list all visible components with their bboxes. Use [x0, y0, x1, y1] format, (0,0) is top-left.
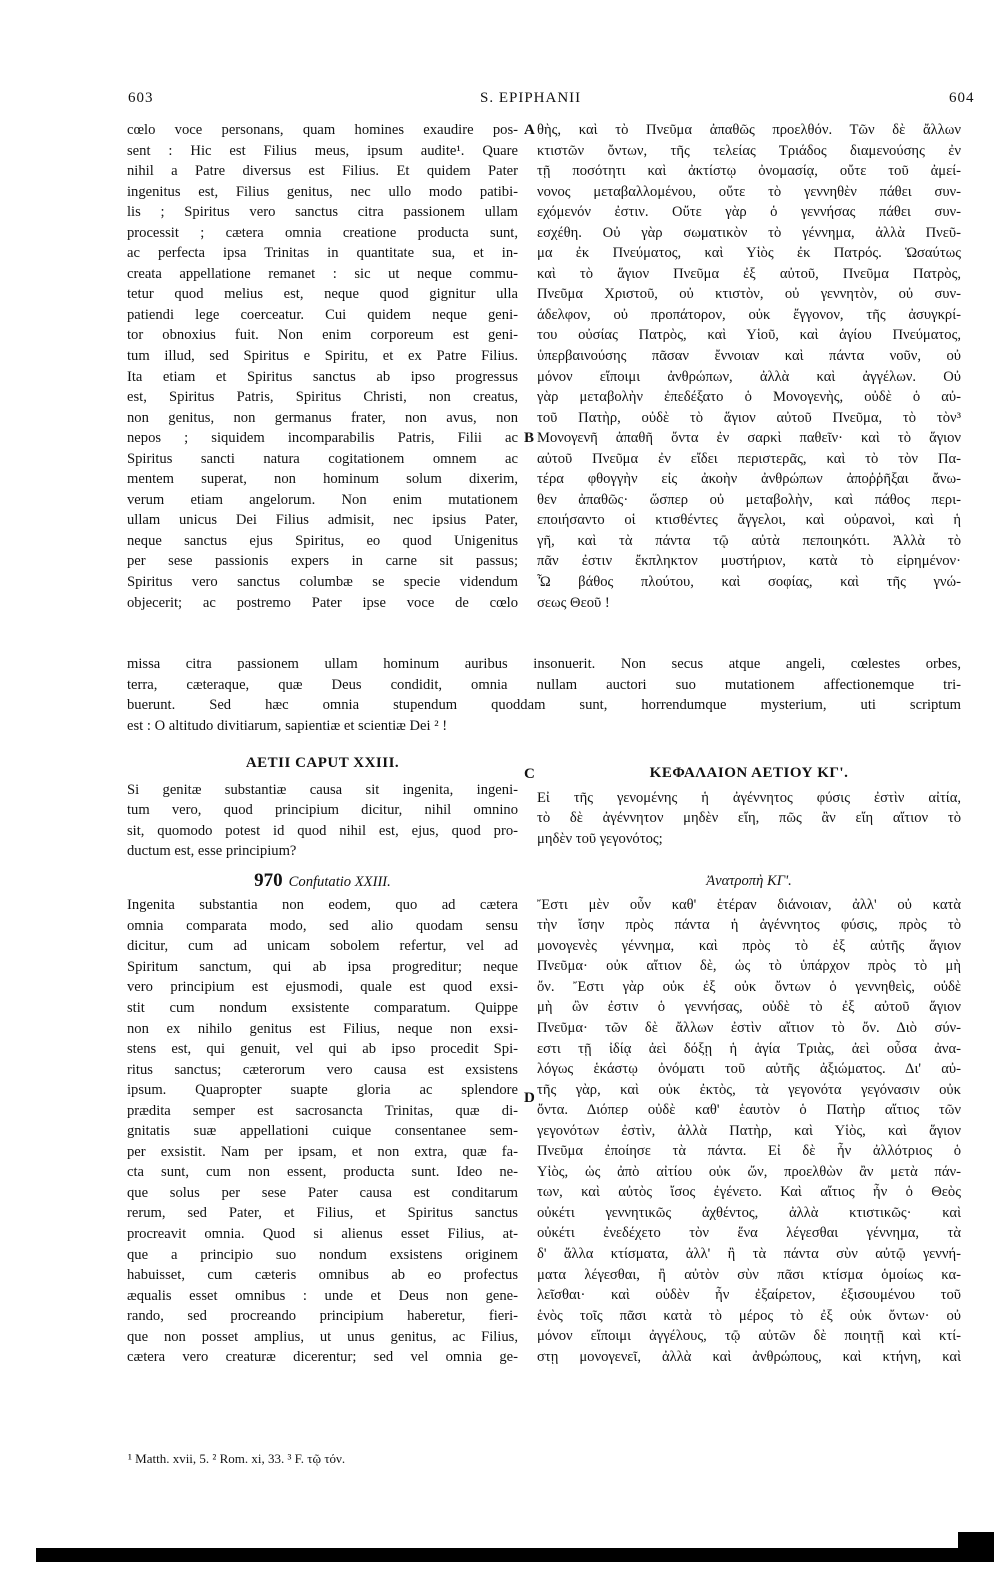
text-line: processit ; cætera omnia creatione producta sunt, — [127, 224, 518, 241]
right-page-number: 604 — [949, 90, 975, 106]
text-line: sent : Hic est Filius meus, ipsum audite¹. Quare — [127, 142, 518, 159]
text-line: Ὦ βάθος πλούτου, καὶ σοφίας, καὶ τῆς γνώ- — [537, 574, 961, 591]
text-line: ductum est, esse principium? — [127, 843, 297, 860]
text-line: εστι τῇ ἰδίᾳ ἀεὶ δόξῃ ἡ ἁγία Τριὰς, ἀεὶ οὖσα ἀνα- — [537, 1040, 961, 1057]
column-number: 970 — [254, 869, 283, 891]
text-line: tetur quod melius est, neque quod gignitur ulla — [127, 286, 518, 303]
text-line: habuisset, cum cæteris omnibus ab eo profectus — [127, 1267, 518, 1284]
text-line: neque sanctus ejus Spiritus, eo quod Unigenitus — [127, 532, 518, 549]
text-line: μόνον εἴποιμι ἀνθρώπων, ἀλλὰ καὶ ἀγγέλων. Οὐ — [537, 368, 961, 385]
text-line: per exsistit. Nam per ipsam, et non extra, quæ fa- — [127, 1143, 518, 1160]
text-line: ματα λέγεσθαι, ἢ αὐτὸν σὺν πᾶσι κτίσμα ὁμοίως κα- — [537, 1266, 961, 1283]
text-line: τὸ δὲ ἀγέννητον μηδὲν εἴη, πῶς ἂν εἴη αἴτιον τὸ — [537, 810, 961, 827]
text-line: lis ; Spiritus vero sanctus citra passionem ullam — [127, 204, 518, 221]
text-line: objecerit; ac postremo Pater ipse voce de cœlo — [127, 594, 518, 611]
text-line: est : O altitudo divitiarum, sapientiæ et scientiæ Dei ² ! — [127, 717, 448, 734]
text-line: que non posset amplius, ut unus genitus, ac Filius, — [127, 1328, 518, 1345]
text-line: άδελφον, οὐ προπάτορον, οὐκ ἔγγονον, τῆς ἀσυγκρί- — [537, 306, 961, 323]
text-line: πᾶν ἐστιν ἔκπληκτον μυστήριον, κατὰ τὸ εἰρημένον· — [537, 553, 961, 570]
text-line: του οὐσίας Πατρὸς, καὶ Υἱοῦ, καὶ ἁγίου Πνεύματος, — [537, 327, 961, 344]
scan-border-corner — [958, 1532, 994, 1562]
text-line: Υἱὸς, ὡς ἀπὸ αἰτίου οὐκ ὤν, προελθὼν ἂν μετὰ πάν- — [537, 1163, 961, 1180]
text-line: θεν ἀπαθῶς· ὥσπερ οὐ μεταβολὴν, καὶ πάθος περι- — [537, 491, 961, 508]
text-line: nepos ; siquidem incomparabilis Patris, Filii ac — [127, 430, 518, 447]
greek-refutation-heading: Ἀνατροπὴ ΚΓ'. — [706, 873, 792, 890]
text-line: τέρα φθογγὴν εἰς ἀκοὴν ἀνθρώπων ἀποῤῥῆξαι ἄνω- — [537, 471, 961, 488]
text-line: τῆς γὰρ, καὶ οὐκ ἐκτὸς, τὰ γεγονότα γεγόνασιν οὐκ — [537, 1081, 961, 1098]
text-line: tum vero, quod principium dicitur, nihil omnino — [127, 802, 518, 819]
text-line: εχόμενόν ἐστιν. Οὔτε γὰρ ὁ γεννήσας πάθει συν- — [537, 204, 961, 221]
text-line: εποιήσαντο οἱ κτισθέντες ἄγγελοι, καὶ οὐρανοὶ, καὶ ἡ — [537, 512, 961, 529]
text-line: νονος μεταβαλλομένου, οὔτε τὸ γεννηθὲν πάθει συν- — [537, 183, 961, 200]
text-line: τοῦ Πατὴρ, οὐδὲ τὸ ἅγιον αὐτοῦ Πνεῦμα, τὸ τὸν³ — [537, 409, 961, 426]
greek-chapter-heading: ΚΕΦΑΛΑΙΟΝ ΑΕΤΙΟΥ ΚΓ'. — [649, 765, 849, 781]
text-line: γεγονότων ἐστὶν, ἀλλὰ Πατὴρ, καὶ Υἱὸς, καὶ ἅγιον — [537, 1122, 961, 1139]
text-line: Ita etiam et Spiritus sanctus ab ipso progressus — [127, 368, 518, 385]
text-line: patiendi lege coerceatur. Cui quidem neque geni- — [127, 306, 518, 323]
text-line: ἑνὸς τοῖς πᾶσι κατὰ τὸ μέρος τὸ ἐξ οὐκ ὄντων· οὐ — [537, 1307, 961, 1324]
text-line: per sese passionis expers in carne sit passus; — [127, 553, 518, 570]
text-line: μονογενὲς γέννημα, καὶ πρὸς τὸ ἐξ αὐτῆς ἅγιον — [537, 937, 961, 954]
text-line: γὰρ μεταβολὴν ἐπεδέξατο ὁ Μονογενὴς, οὐδὲ ὁ αὐ- — [537, 389, 961, 406]
text-line: stens est, qui genuit, vel qui ab ipso procedit Spi- — [127, 1041, 518, 1058]
text-line: μόνον εἴποιμι ἀγγέλους, τῷ αὐτῶν δὲ ποιητῇ καὶ κτί- — [537, 1328, 961, 1345]
text-line: γῆ, καὶ τὰ πάντα τῷ αὐτὰ πεποιηκότι. Ἀλλὰ τὸ — [537, 532, 961, 549]
text-line: τῇ ποσότητι καὶ ἀκτίστῳ ὀνομασίᾳ, οὔτε τοῦ ἀμεί- — [537, 163, 961, 180]
text-line: rando, sed procreando principium haberetur, fieri- — [127, 1308, 518, 1325]
text-line: rerum, sed Pater, et Filius, et Spiritus sanctus — [127, 1205, 518, 1222]
latin-refutation-body — [127, 895, 518, 1368]
latin-column-top — [127, 120, 518, 613]
text-line: ὑπερβαινούσης πᾶσαν ἔννοιαν καὶ πάντα νοῦν, οὐ — [537, 348, 961, 365]
text-line: ullam unicus Dei Filius admisit, nec ipsius Pater, — [127, 512, 518, 529]
text-line: Πνεῦμα ἐποίησε τὰ πάντα. Εἰ δὲ ἦν ἀλλότριος ὁ — [537, 1143, 961, 1160]
latin-question — [127, 780, 518, 862]
text-line: οὐκέτι ἐνεδέχετο τὸν ἕνα λέγεσθαι γέννημα, τὰ — [537, 1225, 961, 1242]
latin-chapter-heading: AETII CAPUT XXIII. — [245, 755, 400, 771]
text-line: procreavit omnia. Quod si alienus esset Filius, at- — [127, 1226, 518, 1243]
text-line: ipsum. Quapropter suapte gloria ac splendore — [127, 1082, 518, 1099]
text-line: μα ἐκ Πνεύματος, καὶ Υἱὸς ἐκ Πατρός. Ὡσαύτως — [537, 245, 961, 262]
text-line: θὴς, καὶ τὸ Πνεῦμα ἀπαθῶς προελθόν. Τῶν δὲ ἄλλων — [537, 122, 961, 138]
text-line: τὴν ἴσην πρὸς πάντα ἡ ἀγέννητος φύσις, πρὸς τὸ — [537, 917, 961, 934]
text-line: δ' ἄλλα κτίσματα, ἀλλ' ἢ τὰ πάντα σὺν αὐτῷ γεννή- — [537, 1246, 961, 1263]
latin-column-bottom — [127, 745, 518, 1368]
text-line: Πνεῦμα· οὐκ αἴτιον δὲ, ὡς τὸ ὑπάρχον πρὸς τὸ μὴ — [537, 958, 961, 975]
text-line: οὐκέτι γεννητικῶς ἀχθέντος, ἀλλὰ κτιστικῶς· καὶ — [537, 1204, 961, 1221]
text-line: buerunt. Sed hæc omnia stupendum quoddam sunt, horrendumque mysterium, uti scriptum — [127, 697, 961, 714]
latin-refutation-title: Confutatio XXIII. — [288, 873, 391, 890]
text-line: cta sunt, cum non essent, producta sunt. Ideo ne- — [127, 1164, 518, 1181]
text-line: αὐτοῦ Πνεῦμα ἐν εἴδει περιστερᾶς, καὶ τὸ τὸν Πα- — [537, 450, 961, 467]
latin-refutation-heading — [127, 871, 518, 893]
text-line: ingenitus est, Filius genitus, nec ullo modo patibi- — [127, 183, 518, 200]
text-line: terra, cæteraque, quæ Deus condidit, omnia nullam auctori suo mutationem affectionemque tri- — [127, 676, 961, 693]
text-line: Ingenita substantia non eodem, quo ad cætera — [127, 897, 518, 914]
text-line: λεῖσθαι· καὶ οὐδὲν ἦν ἐξαίρετον, ἐξισουμένου τοῦ — [537, 1287, 961, 1304]
text-line: ac perfecta ipsa Trinitas in quantitate sua, et in- — [127, 245, 518, 262]
text-line: μὴ ὢν ἐστιν ὁ γεννήσας, οὐδὲ τὸ ἐξ αὐτοῦ ἅγιον — [537, 999, 961, 1016]
text-line: Πνεῦμα· τῶν δὲ ἄλλων ἐστὶν αἴτιον τὸ ὄν. Διὸ σύν- — [537, 1020, 961, 1037]
text-line: missa citra passionem ullam hominum auribus insonuerit. Non secus atque angeli, cœlestes orbes, — [127, 656, 961, 672]
text-line: Spiritus sancti natura cogitationem omnem ac — [127, 450, 518, 467]
text-line: creata appellatione remanet : sic ut neque commu- — [127, 265, 518, 282]
text-line: est, Spiritus Patris, Spiritus Christi, non creatus, — [127, 389, 518, 406]
text-line: ὄν. Ἔστι γὰρ οὐκ ἐξ οὐκ ὄντων ὁ γεννηθεὶς, οὐδὲ — [537, 978, 961, 995]
text-line: tum illud, sed Spiritus e Spiritu, et ex Patre Filius. — [127, 348, 518, 365]
text-line: verum etiam angelorum. Non enim mutationem — [127, 491, 518, 508]
running-title: S. EPIPHANII — [480, 90, 582, 106]
text-line: cœlo voce personans, quam homines exaudire pos- — [127, 122, 518, 138]
greek-column-top — [537, 120, 961, 613]
text-line: των, καὶ αὐτὸς ἴσος ἐγένετο. Καὶ αἴτιος ἦν ὁ Θεὸς — [537, 1184, 961, 1201]
margin-marker-c: C — [524, 766, 535, 782]
text-line: στῃ μονογενεῖ, ἀλλὰ καὶ ἀνθρώπους, καὶ κτήνη, καὶ — [537, 1348, 961, 1365]
greek-question — [537, 788, 961, 850]
greek-refutation-body — [537, 895, 961, 1368]
left-page-number: 603 — [128, 90, 154, 106]
text-line: prædita semper est sacrosancta Trinitas, quæ di- — [127, 1102, 518, 1119]
scan-border-bottom — [36, 1548, 994, 1562]
text-line: vero principium est ejusmodi, quale est quod exsi- — [127, 979, 518, 996]
text-line: λόγως ἑκάστῳ ὀνόματι τοῦ αὐτῆς ἀξιώματος. Δι' αὐ- — [537, 1061, 961, 1078]
text-line: gnitatis suæ appellationi cuique consentanee sem- — [127, 1123, 518, 1140]
text-line: mentem superat, non hominum solum dixerim, — [127, 471, 518, 488]
text-line: Spiritus vero sanctus columbæ se specie videndum — [127, 574, 518, 591]
text-line: Εἰ τῆς γενομένης ἡ ἀγέννητος φύσις ἐστὶν αἰτία, — [537, 789, 961, 806]
text-line: non ex nihilo genitus est Filius, neque non exsi- — [127, 1020, 518, 1037]
text-line: Μονογενῆ ἀπαθῆ ὄντα ἐν σαρκὶ παθεῖν· καὶ τὸ ἅγιον — [537, 430, 961, 447]
text-line: Πνεῦμα Χριστοῦ, οὐ κτιστὸν, οὐ γεννητὸν, οὐ συν- — [537, 286, 961, 303]
greek-column-bottom — [537, 745, 961, 1367]
margin-marker-a: A — [524, 122, 535, 138]
footnotes: ¹ Matth. xvii, 5. ² Rom. xi, 33. ³ F. τῷ τόν. — [128, 1451, 346, 1466]
text-line: εσχέθη. Οὐ γὰρ σωματικὸν τὸ γέννημα, ἀλλὰ Πνεῦ- — [537, 224, 961, 241]
latin-full-width-text — [127, 654, 961, 736]
text-line: tor obnoxius fuit. Non enim corporeum est geni- — [127, 327, 518, 344]
text-line: cætera vero creaturæ dicerentur; sed vel omnia ge- — [127, 1349, 518, 1366]
text-line: καὶ τὸ ἅγιον Πνεῦμα ἐξ αὐτοῦ, Πνεῦμα Πατρὸς, — [537, 265, 961, 282]
text-line: que a principio suo nondum exsistens originem — [127, 1246, 518, 1263]
text-line: dicitur, cum ad unicam sobolem refertur, vel ad — [127, 938, 518, 955]
text-line: que solus per sese Pater causa est conditarum — [127, 1184, 518, 1201]
text-line: μηδὲν τοῦ γεγονότος; — [537, 830, 663, 847]
text-line: æqualis esset omnibus : unde et Deus non gene- — [127, 1287, 518, 1304]
text-line: nihil a Patre diversus est Filius. Et quidem Pater — [127, 163, 518, 180]
text-line: Spiritum sanctum, qui ab ipsa progreditur; neque — [127, 958, 518, 975]
text-line: stit cum nondum exsistente comparatum. Quippe — [127, 1000, 518, 1017]
text-line: Si genitæ substantiæ causa sit ingenita, ingeni- — [127, 781, 518, 798]
text-line: sit, quomodo potest id quod nihil est, ejus, quod pro- — [127, 822, 518, 839]
text-line: ὄντα. Διόπερ οὐδὲ καθ' ἑαυτὸν ὁ Πατὴρ αἴτιος τῶν — [537, 1102, 961, 1119]
text-line: omnia comparata modo, sed alio quodam sensu — [127, 917, 518, 934]
text-line: Ἔστι μὲν οὖν καθ' ἑτέραν διάνοιαν, ἀλλ' οὐ κατὰ — [537, 896, 961, 913]
margin-marker-d: D — [524, 1090, 535, 1106]
text-line: ritus sanctus; cæterorum vero causa est exsistens — [127, 1061, 518, 1078]
text-line: σεως Θεοῦ ! — [537, 594, 610, 611]
margin-marker-b: B — [524, 430, 535, 446]
text-line: non genitus, non germanus frater, non avus, non — [127, 409, 518, 426]
text-line: κτιστῶν ὄντων, τῆς τελείας Τριάδος διαμενούσης ἐν — [537, 142, 961, 159]
